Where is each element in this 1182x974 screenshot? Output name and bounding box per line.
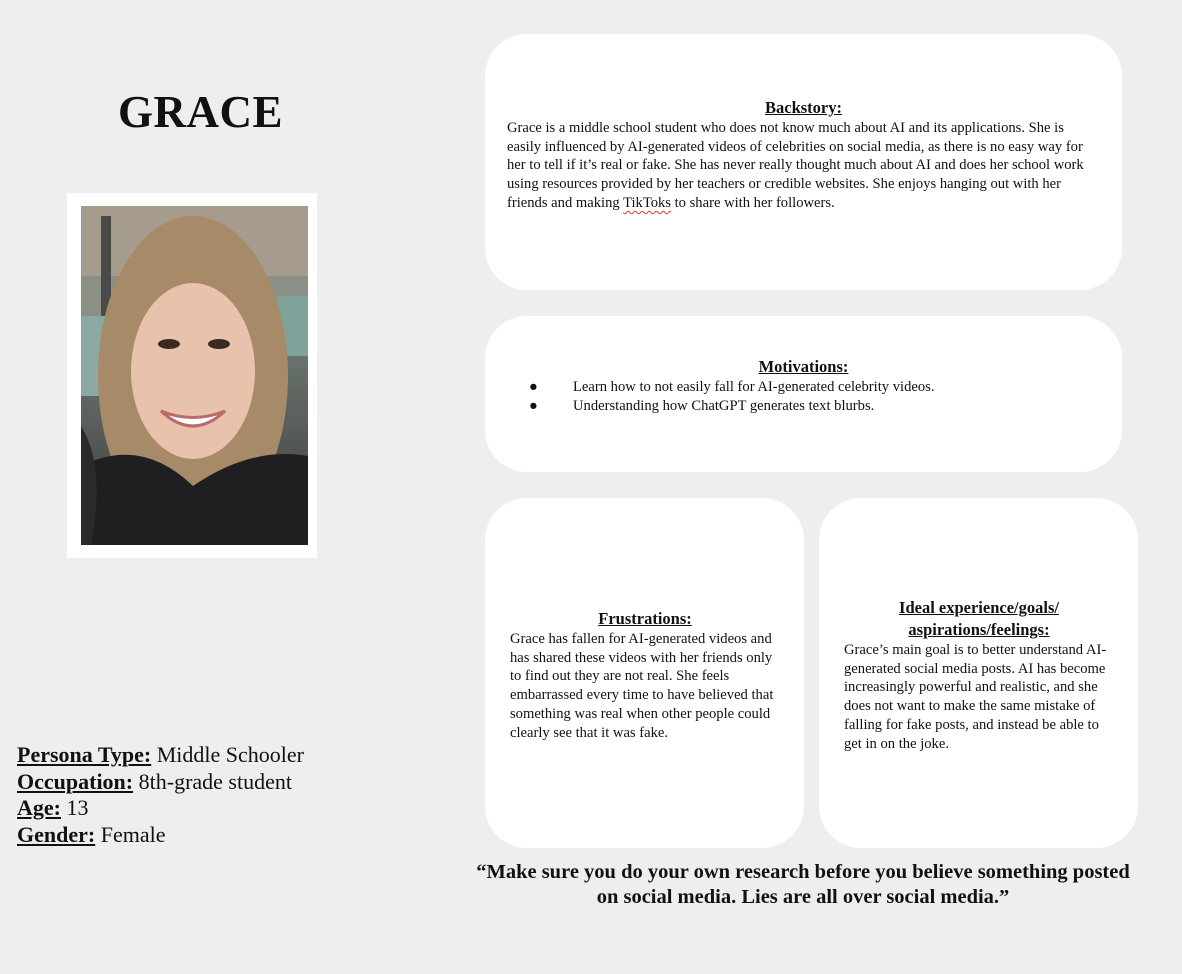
fact-gender bbox=[17, 822, 304, 849]
backstory-heading: Backstory: bbox=[765, 98, 842, 117]
fact-value: 8th-grade student bbox=[138, 768, 292, 794]
backstory-text bbox=[507, 119, 1100, 213]
bullet-icon: ● bbox=[529, 379, 538, 395]
list-item-text: Understanding how ChatGPT generates text blurbs. bbox=[573, 397, 875, 414]
portrait-frame bbox=[67, 193, 317, 558]
backstory-card bbox=[485, 34, 1122, 290]
ideal-experience-card bbox=[819, 498, 1138, 848]
fact-value: Middle Schooler bbox=[156, 742, 304, 767]
motivations-heading: Motivations: bbox=[758, 357, 849, 376]
list-item bbox=[529, 378, 1100, 397]
fact-label: Occupation: bbox=[17, 768, 134, 794]
fact-label: Gender: bbox=[17, 821, 96, 847]
persona-quote: “Make sure you do your own research before you believe something posted on social media. Lies are all over social media.” bbox=[476, 861, 1130, 908]
frustrations-card bbox=[485, 498, 804, 848]
persona-name: GRACE bbox=[118, 87, 284, 137]
fact-value: Female bbox=[100, 821, 166, 847]
fact-occupation bbox=[17, 769, 304, 796]
fact-age bbox=[17, 795, 304, 822]
backstory-text-part: Grace is a middle school student who does not know much about AI and its applications. She is easily influenced by AI-generated videos of celebrities on social media, as there is no easy way for her to tell if it’s real or fake. She has never really thought much about AI and does her school work using resources provided by her teachers or credible websites. She enjoys hanging out with her friends and making bbox=[507, 120, 1084, 211]
persona-facts bbox=[17, 742, 304, 848]
ideal-text: Grace’s main goal is to better understand AI-generated social media posts. AI has become increasingly powerful and realistic, and she does not want to make the same mistake of falling for fake posts, and instead be able to get in on the joke. bbox=[844, 642, 1107, 752]
fact-label: Persona Type: bbox=[17, 742, 152, 767]
portrait-photo bbox=[81, 206, 308, 545]
motivations-list bbox=[507, 378, 1100, 415]
spellcheck-flagged-word: TikToks bbox=[623, 194, 671, 211]
frustrations-heading: Frustrations: bbox=[598, 609, 692, 628]
ideal-heading bbox=[844, 597, 1114, 641]
list-item bbox=[529, 397, 1100, 416]
motivations-card bbox=[485, 316, 1122, 472]
ideal-heading-line: Ideal experience/goals/ bbox=[899, 598, 1059, 617]
fact-value: 13 bbox=[66, 795, 89, 820]
fact-label: Age: bbox=[17, 795, 61, 820]
frustrations-text: Grace has fallen for AI-generated videos and has shared these videos with her friends only to find out they are not real. She feels embarrassed every time to have believed that something was real when other people could clearly see that it was fake. bbox=[510, 631, 774, 741]
ideal-heading-line: aspirations/feelings: bbox=[908, 620, 1050, 639]
bullet-icon: ● bbox=[529, 397, 538, 414]
backstory-text-part: to share with her followers. bbox=[670, 194, 835, 211]
fact-persona-type bbox=[17, 742, 304, 769]
list-item-text: Learn how to not easily fall for AI-generated celebrity videos. bbox=[573, 379, 935, 395]
